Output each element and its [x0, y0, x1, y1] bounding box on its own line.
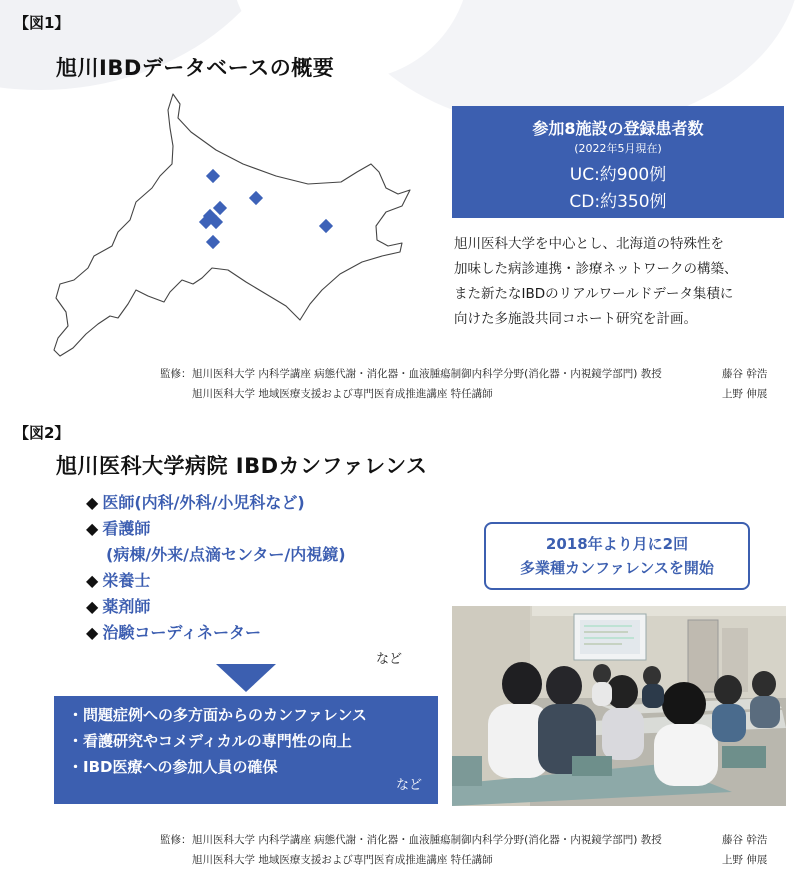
- member-item-sub: [86, 542, 346, 568]
- since-line: 2018年より月に2回: [545, 535, 689, 553]
- fig1-label: 【図1】: [14, 14, 70, 32]
- since-line: 多業種カンファレンスを開始: [520, 559, 714, 577]
- diamond-bullet-icon: ◆: [86, 571, 99, 590]
- benefit-item: ・看護研究やコメディカルの専門性の向上: [68, 732, 352, 750]
- fig2-credit-line1-affil: 旭川医科大学 内科学講座 病態代謝・消化器・血液腫瘍制御内科学分野(消化器・内視鏡学部門) 教授: [192, 834, 662, 846]
- conference-photo: [452, 606, 786, 806]
- benefit-item: ・問題症例への多方面からのカンファレンス: [68, 706, 367, 724]
- diamond-bullet-icon: ◆: [86, 493, 99, 512]
- stats-cd: CD:約350例: [569, 192, 667, 212]
- fig1-credit-prefix: 監修：: [160, 368, 192, 380]
- diamond-bullet-icon: ◆: [86, 623, 99, 642]
- stats-date: (2022年5月現在): [574, 142, 662, 155]
- member-item: [86, 516, 346, 542]
- member-text: 医師(内科/外科/小児科など): [102, 493, 305, 512]
- description-line: 向けた多施設共同コホート研究を計画。: [454, 311, 697, 327]
- fig1-credit-line2-name: 上野 伸展: [722, 388, 768, 400]
- diamond-bullet-icon: ◆: [86, 519, 99, 538]
- member-list: [86, 490, 346, 646]
- triangle-down-arrow-icon: [216, 664, 276, 692]
- fig2-credit-line2-affil: 旭川医科大学 地域医療支援および専門医育成推進講座 特任講師: [192, 854, 493, 866]
- fig1-description: [454, 232, 738, 332]
- fig2-credit-line1-name: 藤谷 幹浩: [722, 834, 768, 846]
- member-text: 看護師: [102, 519, 151, 538]
- diamond-bullet-icon: ◆: [86, 597, 99, 616]
- fig2-since-box: [484, 522, 750, 590]
- member-text: 栄養士: [102, 571, 151, 590]
- member-item: [86, 620, 346, 646]
- fig2-title: 旭川医科大学病院 IBDカンファレンス: [56, 454, 428, 478]
- member-text: 薬剤師: [102, 597, 151, 616]
- hokkaido-map: [40, 80, 440, 380]
- fig1-credit-line1-name: 藤谷 幹浩: [722, 368, 768, 380]
- fig2-credit-line2-name: 上野 伸展: [722, 854, 768, 866]
- fig1-credit-line2-affil: 旭川医科大学 地域医療支援および専門医育成推進講座 特任講師: [192, 388, 493, 400]
- benefits-etc: など: [395, 778, 422, 793]
- member-item: [86, 568, 346, 594]
- description-line: また新たなIBDのリアルワールドデータ集積に: [454, 286, 734, 302]
- member-text: (病棟/外来/点滴センター/内視鏡): [106, 545, 346, 564]
- fig1-credit-line1-affil: 旭川医科大学 内科学講座 病態代謝・消化器・血液腫瘍制御内科学分野(消化器・内視鏡学部門) 教授: [192, 368, 662, 380]
- fig2-benefits-box: [54, 696, 438, 804]
- member-item: [86, 594, 346, 620]
- fig1-title: 旭川IBDデータベースの概要: [56, 56, 335, 80]
- member-text: 治験コーディネーター: [102, 623, 262, 642]
- member-item: [86, 490, 346, 516]
- description-line: 加味した病診連携・診療ネットワークの構築、: [454, 261, 738, 277]
- fig2-credit-prefix: 監修：: [160, 834, 192, 846]
- benefit-item: ・IBD医療への参加人員の確保: [68, 758, 278, 776]
- hokkaido-outline: [54, 94, 410, 356]
- members-etc: など: [376, 652, 403, 667]
- fig2-label: 【図2】: [14, 424, 70, 442]
- description-line: 旭川医科大学を中心とし、北海道の特殊性を: [454, 236, 724, 252]
- stats-heading: 参加8施設の登録患者数: [532, 119, 704, 138]
- fig1-stats-box: [452, 106, 784, 218]
- stats-uc: UC:約900例: [569, 165, 667, 185]
